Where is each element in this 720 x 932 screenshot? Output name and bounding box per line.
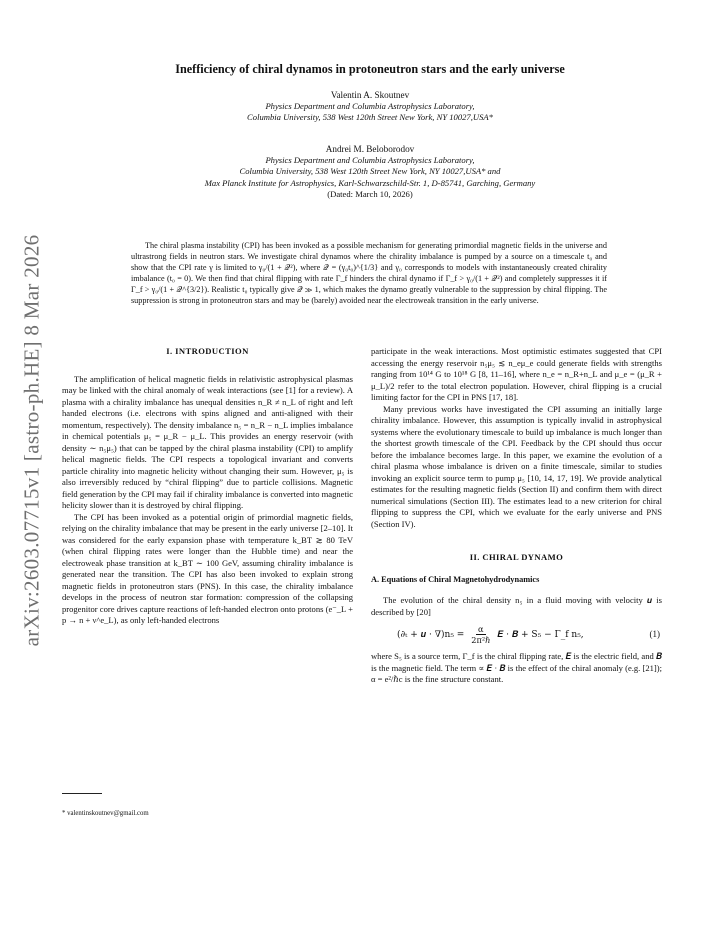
right-column — [371, 346, 662, 686]
author-name: Andrei M. Beloborodov — [325, 144, 415, 154]
author-block-2 — [70, 144, 670, 200]
footnote-email: * valentinskoutnev@gmail.com — [62, 810, 149, 817]
body-paragraph: where S₅ is a source term, Γ_f is the chiral flipping rate, 𝑬 is the electric field, and 𝑩 is the magnetic field. The term ∝ 𝑬 · 𝑩 is the effect of the chiral anomaly (e.g. [21]); α = e²/ℏc is the fine structure constant. — [371, 651, 662, 684]
fraction-denominator: 2π²ℏ — [471, 635, 491, 645]
body-paragraph: participate in the weak interactions. Most optimistic estimates suggested that CPI accessing the energy reservoir n₅μ₅ ≲ n_eμ_e could generate fields with strengths ranging from 10¹⁴ G to 10¹⁸ G [8, 11–16], where n_e = n_R+n_L and μ_e = (μ_R + μ_L)/2 refer to the total electron population. However, chiral flipping is a crucial limiting factor for the CPI in PNS [17, 18]. — [371, 346, 662, 402]
left-column — [62, 346, 353, 627]
section-heading-chiral-dynamo: II. CHIRAL DYNAMO — [469, 552, 564, 562]
arxiv-side-stamp — [8, 200, 56, 680]
subsection-heading: A. Equations of Chiral Magnetohydrodynamics — [371, 574, 540, 584]
author-block-1 — [70, 90, 670, 124]
author-name: Valentin A. Skoutnev — [330, 90, 410, 100]
equation-fraction — [469, 624, 492, 645]
body-paragraph: Many previous works have investigated the CPI assuming an initially large chirality imbalance. However, this assumption is typically invalid in astrophysical systems where the evolutionary timescale to build up imbalance is much longer than the shortest growth timescale of the CPI. Feedback by the CPI should thus occur before the imbalance becomes large. In this paper, we examine the evolution of a chiral plasma whose imbalance is driven on a finite timescale, similar to studies invoking an explicit source term to pump μ₅ [10, 14, 17, 19]. We provide analytical estimates for the resulting magnetic fields (Section II) and confirm them with direct numerical simulations (Section III). The estimates lead to a new criterion for chiral flipping to suppress the CPI, which we evaluate for the early universe and PNS (Section IV). — [371, 403, 662, 529]
dated-line: (Dated: March 10, 2026) — [327, 188, 413, 199]
body-paragraph: The evolution of the chiral density n₅ in a fluid moving with velocity 𝒖 is described by [20] — [371, 595, 662, 617]
equation-rhs: 𝑬 · 𝑩 + S₅ − Γ_f n₅, — [497, 630, 584, 640]
fraction-numerator: α — [478, 624, 484, 634]
section-heading-introduction: I. INTRODUCTION — [166, 346, 249, 356]
equation-1 — [371, 624, 662, 645]
author-affiliation-line: Columbia University, 538 West 120th Street New York, NY 10027,USA* and — [239, 166, 501, 177]
abstract — [131, 241, 607, 306]
arxiv-identifier: arXiv:2603.07715v1 [astro-ph.HE] 8 Mar 2026 — [19, 234, 44, 646]
body-paragraph: The CPI has been invoked as a potential origin of primordial magnetic fields, relying on the chirality imbalance that may be present in the early universe [2–10]. It was considered for the early expansion phase with temperature k_BT ≳ 80 TeV (when chiral flipping rates were longer than the Hubble time) and near the electroweak phase transition at k_BT ∼ 100 GeV, assuming chirality imbalance is generated near the transition. The CPI has also been invoked to explain strong magnetic fields in protoneutron stars (PNS). In this case, the chirality imbalance develops in the process of neutron star formation: compression of the collapsing progenitor core drives capture reactions of left-handed electron onto protons (e⁻_L + p → n + ν^e_L), as only left-handed electrons — [62, 511, 353, 625]
author-affiliation-line: Columbia University, 538 West 120th Street New York, NY 10027,USA* — [247, 112, 493, 123]
equation-body — [397, 624, 584, 645]
author-affiliation-line: Physics Department and Columbia Astrophysics Laboratory, — [265, 155, 475, 166]
paper-title: Inefficiency of chiral dynamos in protoneutron stars and the early universe — [175, 62, 565, 76]
author-affiliation-line: Physics Department and Columbia Astrophysics Laboratory, — [265, 101, 475, 112]
author-affiliation-line: Max Planck Institute for Astrophysics, Karl-Schwarzschild-Str. 1, D-85741, Garching, Germany — [204, 177, 536, 188]
footnote-rule — [62, 793, 102, 794]
equation-lhs: (∂ₜ + 𝒖 · ∇)n₅ = — [397, 630, 465, 640]
equation-number: (1) — [649, 628, 660, 639]
abstract-text: The chiral plasma instability (CPI) has been invoked as a possible mechanism for generating primordial magnetic fields in the universe and ultrastrong fields in neutron stars. We investigate chiral dynamos where the chirality imbalance is pumped by a source on a timescale t₀ and show that the CPI rate γ is limited to γ₀/(1 + 𝒬²), where 𝒬 = (γ₀t₀)^{1/3} and γ₀ corresponds to models with instantaneously created chirality imbalance (t₀ = 0). We then find that chiral flipping with rate Γ_f hinders the chiral dynamo if Γ_f > γ₀/(1 + 𝒬²) and completely suppresses it if Γ_f > γ₀/(1 + 𝒬^{3/2}). Realistic t₀ typically give 𝒬 ≫ 1, which makes the dynamo greatly vulnerable to the suppression by chiral flipping. The suppression is strong in protoneutron stars and may be (barely) avoided near the electroweak transition in the early universe. — [131, 241, 607, 305]
body-paragraph: The amplification of helical magnetic fields in relativistic astrophysical plasmas may be linked with the chiral anomaly of weak interactions (see [1] for a review). A plasma with a chirality imbalance has unequal densities n_R ≠ n_L of right and left handed electrons (i.e. electrons with spins aligned and anti-aligned with their momentum, respectively). The density imbalance n₅ = n_R − n_L implies imbalance in chemical potentials μ₅ = μ_R − μ_L. This provides an energy reservoir (with density ∼ n₅μ₅) that can be tapped by the chiral plasma instability (CPI) to amplify helical magnetic fields. The CPI respects a topological invariant and converts particle chirality into magnetic helicity without changing their sum. However, μ₅ is also irreversibly reduced by “chiral flipping” due to particle collisions. Magnetic field generation by the CPI may fail if chirality imbalance is converted into magnetic helicity slower than it is destroyed by chiral flipping. — [62, 373, 353, 510]
